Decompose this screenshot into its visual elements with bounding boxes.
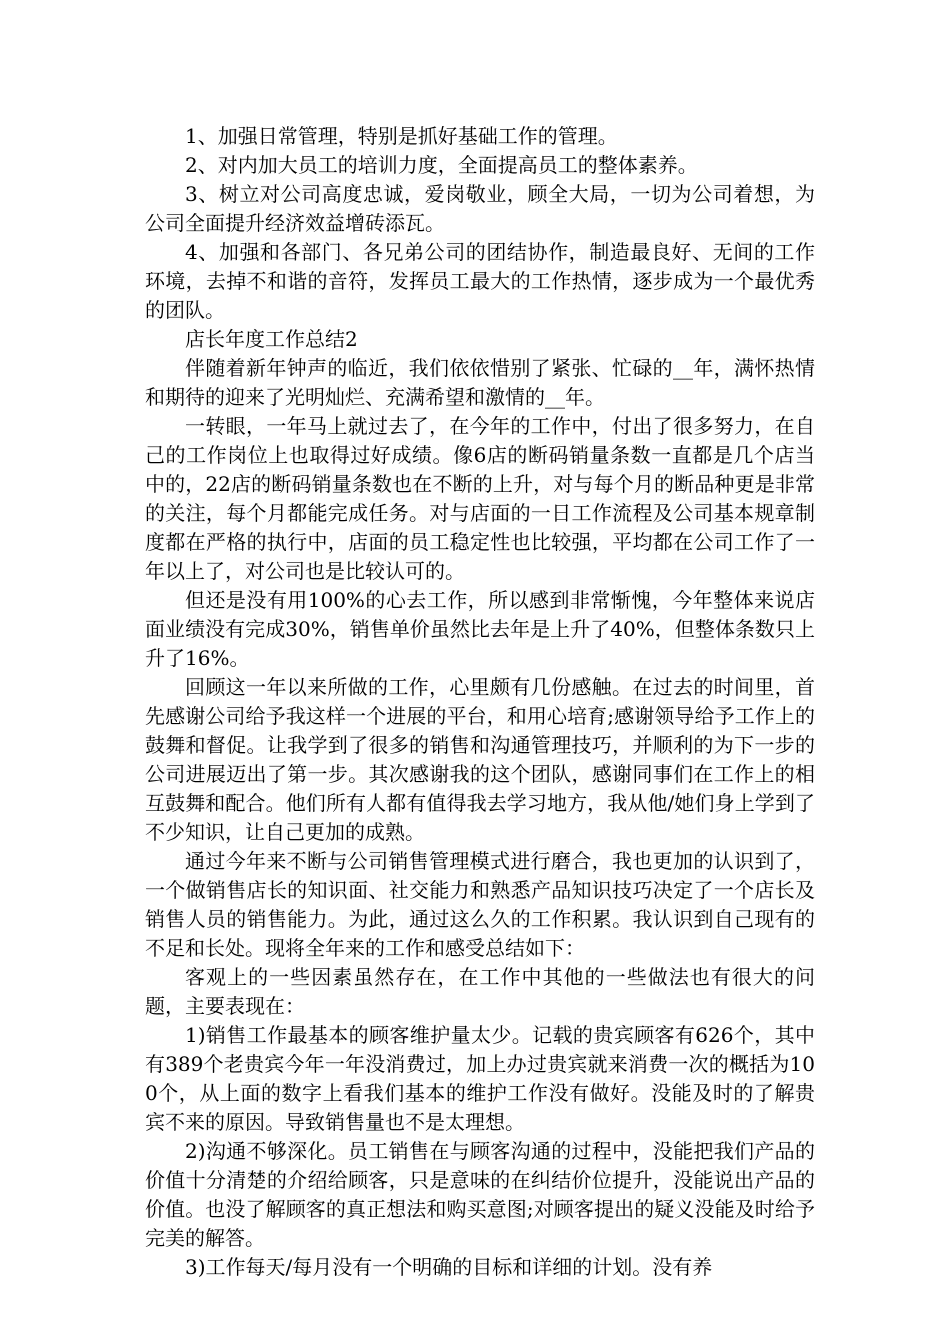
document-body: [145, 122, 815, 1282]
problem-item-1: 1)销售工作最基本的顾客维护量太少。记载的贵宾顾客有626个，其中有389个老贵宾今年一年没消费过，加上办过贵宾就来消费一次的概括为100个，从上面的数字上看我们基本的维护工作没有做好。没能及时的了解贵宾不来的原因。导致销售量也不是太理想。: [145, 1023, 815, 1134]
problem-item-3: 3)工作每天/每月没有一个明确的目标和详细的计划。没有养: [185, 1255, 713, 1279]
list-item-cooperation: 4、加强和各部门、各兄弟公司的团结协作，制造最良好、无间的工作环境，去掉不和谐的音符，发挥员工最大的工作热情，逐步成为一个最优秀的团队。: [145, 240, 815, 322]
list-item-management: 1、加强日常管理，特别是抓好基础工作的管理。: [185, 124, 618, 148]
section-heading: 店长年度工作总结2: [185, 327, 358, 351]
paragraph-learning: 通过今年来不断与公司销售管理模式进行磨合，我也更加的认识到了，一个做销售店长的知识面、社交能力和熟悉产品知识技巧决定了一个店长及销售人员的销售能力。为此，通过这么久的工作积累。我认识到自己现有的不足和长处。现将全年来的工作和感受总结如下：: [145, 849, 815, 960]
paragraph-achievements: 一转眼，一年马上就过去了，在今年的工作中，付出了很多努力，在自己的工作岗位上也取得过好成绩。像6店的断码销量条数一直都是几个店当中的，22店的断码销量条数也在不断的上升，对与每个月的断品种更是非常的关注，每个月都能完成任务。对与店面的一日工作流程及公司基本规章制度都在严格的执行中，店面的员工稳定性也比较强，平均都在公司工作了一年以上了，对公司也是比较认可的。: [145, 414, 815, 583]
list-item-training: 2、对内加大员工的培训力度，全面提高员工的整体素养。: [185, 153, 698, 177]
paragraph-review: 回顾这一年以来所做的工作，心里颇有几份感触。在过去的时间里，首先感谢公司给予我这样一个进展的平台，和用心培育;感谢领导给予工作上的鼓舞和督促。让我学到了很多的销售和沟通管理技巧，并顺利的为下一步的公司进展迈出了第一步。其次感谢我的这个团队，感谢同事们在工作上的相互鼓舞和配合。他们所有人都有值得我去学习地方，我从他/她们身上学到了不少知识，让自己更加的成熟。: [145, 675, 815, 844]
paragraph-problems-intro: 客观上的一些因素虽然存在，在工作中其他的一些做法也有很大的问题，主要表现在：: [145, 965, 815, 1018]
paragraph-new-year: 伴随着新年钟声的临近，我们依依惜别了紧张、忙碌的__年，满怀热情和期待的迎来了光明灿烂、充满希望和激情的__年。: [145, 356, 815, 409]
list-item-loyalty: 3、树立对公司高度忠诚，爱岗敬业，顾全大局，一切为公司着想，为公司全面提升经济效益增砖添瓦。: [145, 182, 815, 235]
paragraph-shortfall: 但还是没有用100%的心去工作，所以感到非常惭愧，今年整体来说店面业绩没有完成30%，销售单价虽然比去年是上升了40%，但整体条数只上升了16%。: [145, 588, 815, 670]
problem-item-2: 2)沟通不够深化。员工销售在与顾客沟通的过程中，没能把我们产品的价值十分清楚的介绍给顾客，只是意味的在纠结价位提升，没能说出产品的价值。也没了解顾客的真正想法和购买意图;对顾客提出的疑义没能及时给予完美的解答。: [145, 1139, 815, 1250]
